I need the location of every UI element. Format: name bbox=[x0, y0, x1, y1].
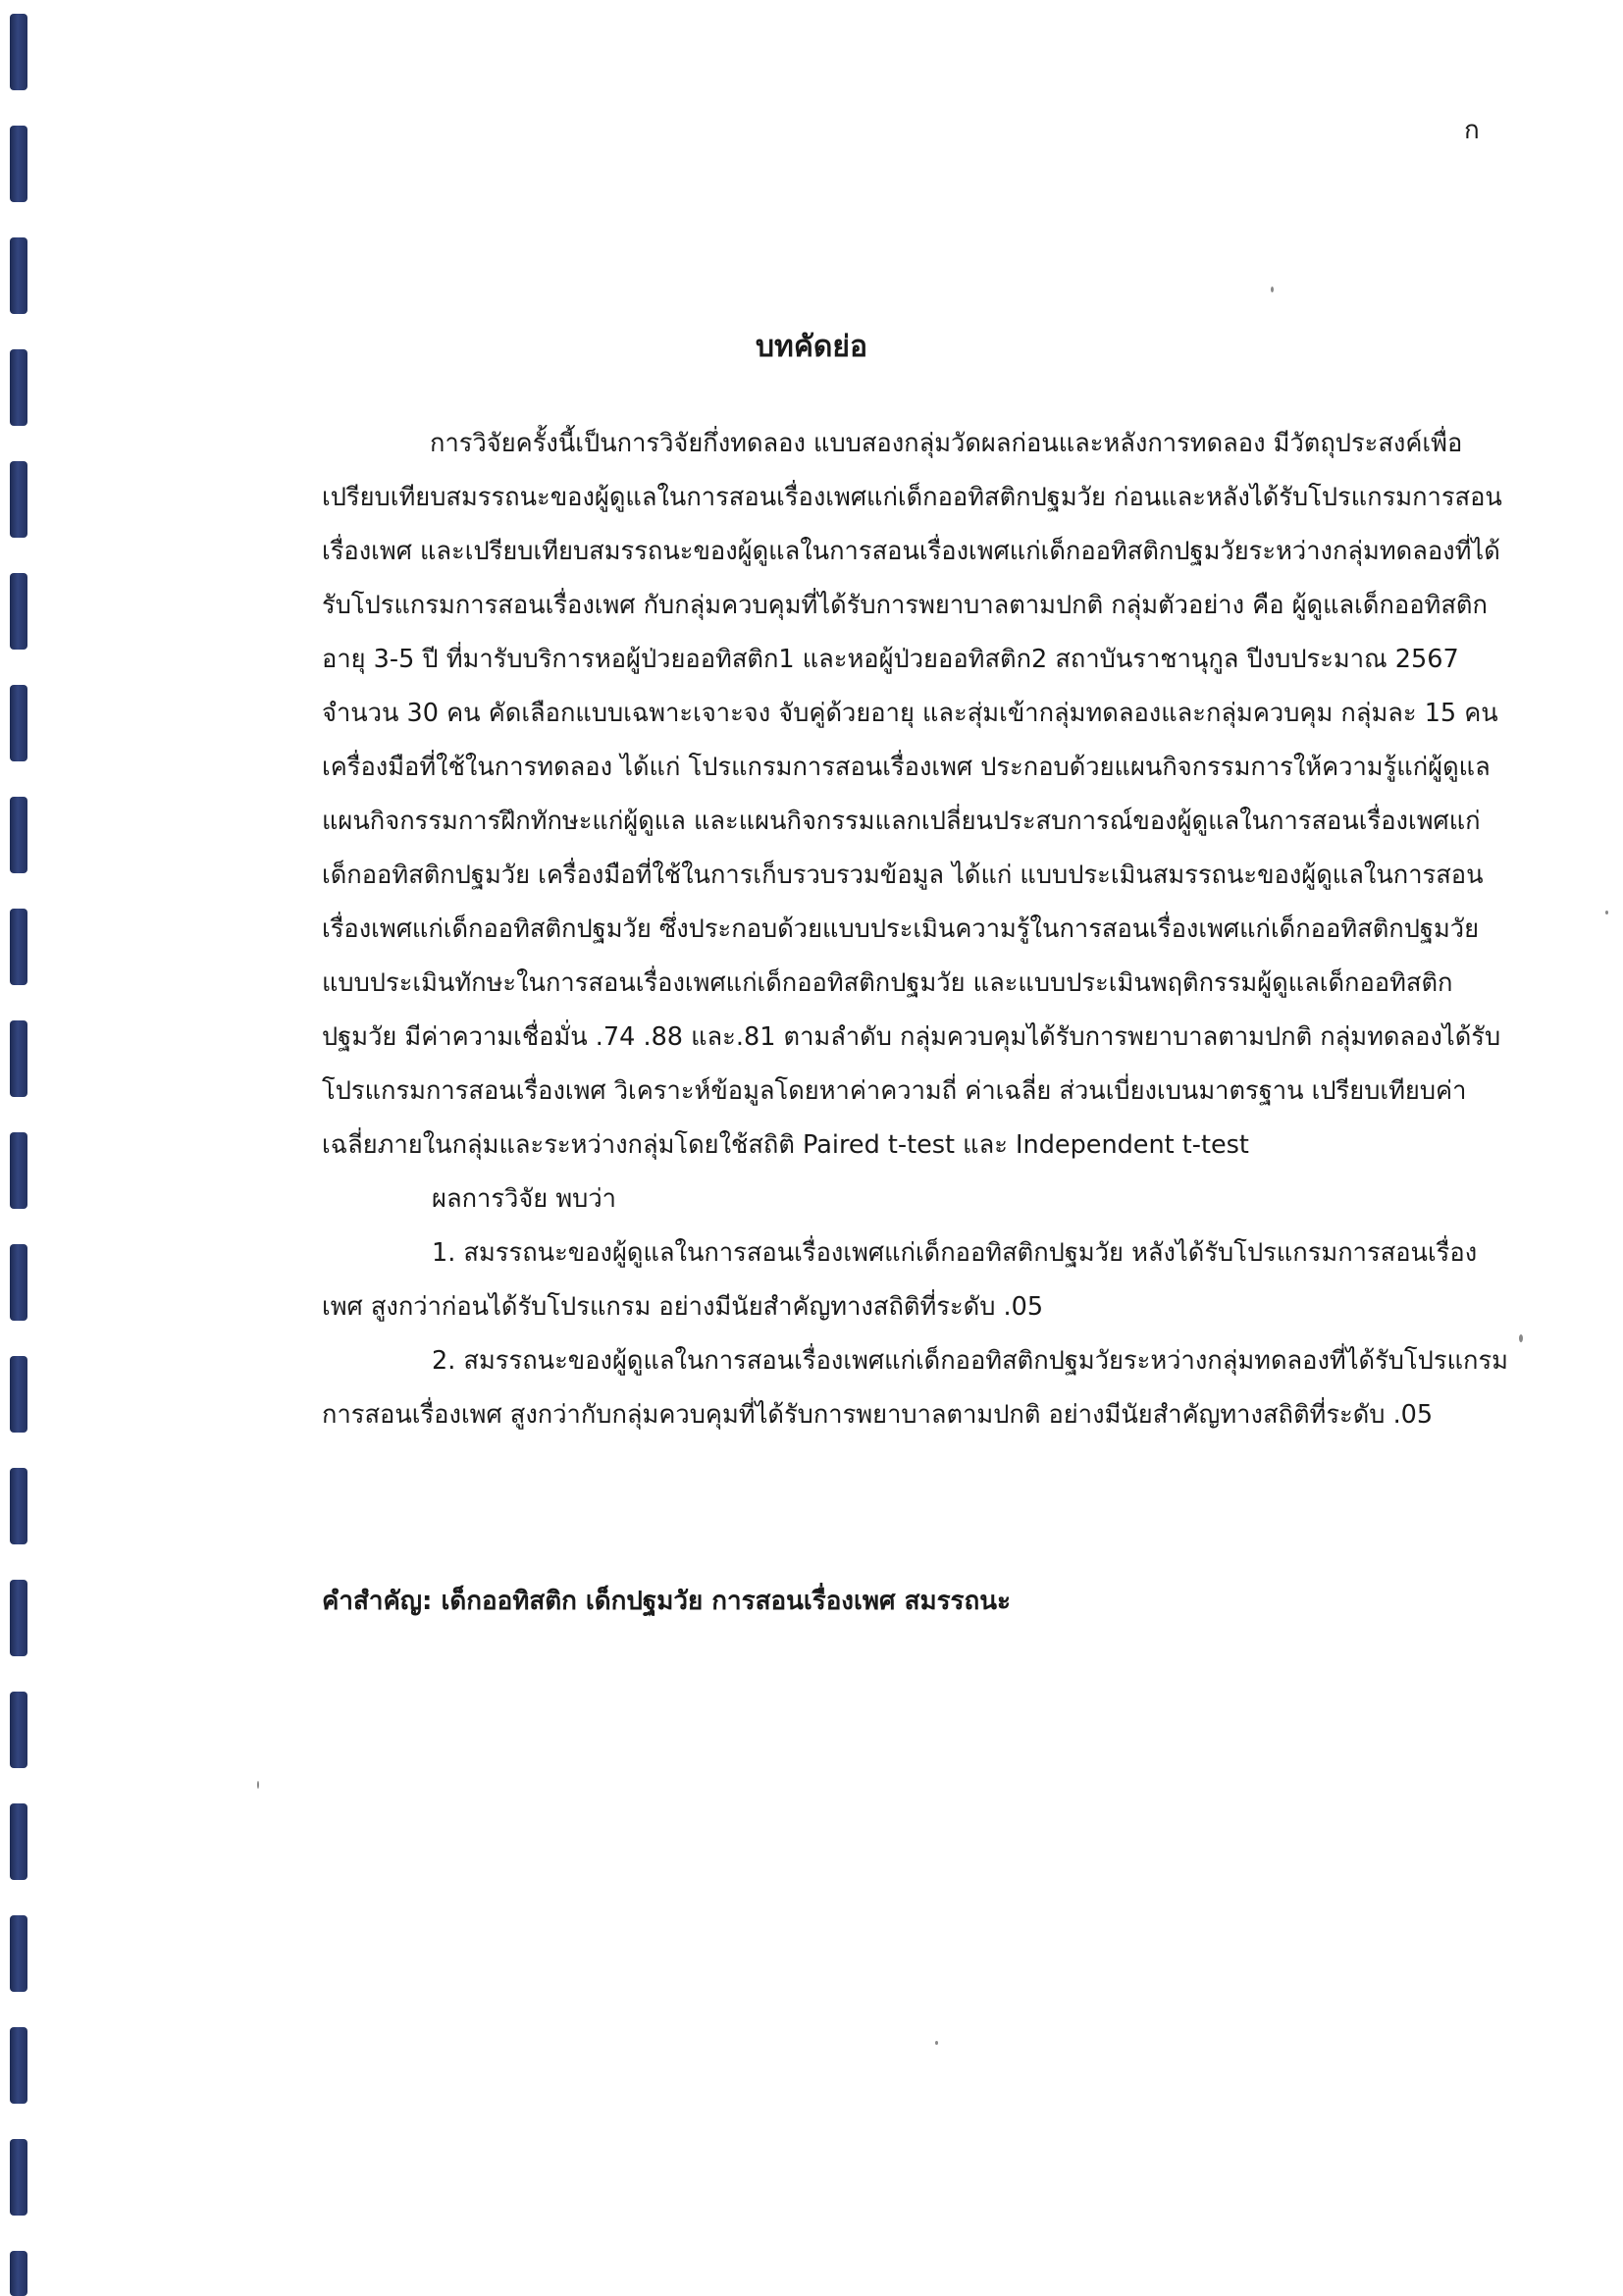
binding-ring bbox=[10, 461, 27, 538]
result-item-1: 1. สมรรถนะของผู้ดูแลในการสอนเรื่องเพศแก่เด็กออทิสติกปฐมวัย หลังได้รับโปรแกรมการสอนเรื่องเพศ สูงกว่าก่อนได้รับโปรแกรม อย่างมีนัยสำคัญทางสถิติที่ระดับ .05 bbox=[322, 1238, 1478, 1322]
binding-ring bbox=[10, 1132, 27, 1209]
result-item-2: 2. สมรรถนะของผู้ดูแลในการสอนเรื่องเพศแก่เด็กออทิสติกปฐมวัยระหว่างกลุ่มทดลองที่ได้รับโปรแกรมการสอนเรื่องเพศ สูงกว่ากับกลุ่มควบคุมที่ได้รับการพยาบาลตามปกติ อย่างมีนัยสำคัญทางสถิติที่ระดับ .05 bbox=[322, 1346, 1508, 1430]
binding-ring bbox=[10, 237, 27, 314]
results-heading: ผลการวิจัย พบว่า bbox=[432, 1184, 616, 1214]
scan-speck bbox=[1271, 287, 1274, 292]
scan-speck bbox=[1605, 911, 1608, 914]
binding-ring bbox=[10, 1692, 27, 1768]
binding-ring bbox=[10, 797, 27, 873]
binding-ring bbox=[10, 1915, 27, 1992]
binding-ring bbox=[10, 1803, 27, 1880]
scan-speck bbox=[257, 1781, 259, 1789]
abstract-body bbox=[322, 417, 1509, 1442]
keywords: คำสำคัญ: เด็กออทิสติก เด็กปฐมวัย การสอนเรื่องเพศ สมรรถนะ bbox=[322, 1587, 1011, 1616]
binding-ring bbox=[10, 14, 27, 90]
scan-speck bbox=[935, 2041, 938, 2045]
abstract-paragraph: การวิจัยครั้งนี้เป็นการวิจัยกึ่งทดลอง แบบสองกลุ่มวัดผลก่อนและหลังการทดลอง มีวัตถุประสงค์เพื่อเปรียบเทียบสมรรถนะของผู้ดูแลในการสอนเรื่องเพศแก่เด็กออทิสติกปฐมวัย ก่อนและหลังได้รับโปรแกรมการสอนเรื่องเพศ และเปรียบเทียบสมรรถนะของผู้ดูแลในการสอนเรื่องเพศแก่เด็กออทิสติกปฐมวัยระหว่างกลุ่มทดลองที่ได้รับโปรแกรมการสอนเรื่องเพศ กับกลุ่มควบคุมที่ได้รับการพยาบาลตามปกติ กลุ่มตัวอย่าง คือ ผู้ดูแลเด็กออทิสติก อายุ 3-5 ปี ที่มารับบริการหอผู้ป่วยออทิสติก1 และหอผู้ป่วยออทิสติก2 สถาบันราชานุกูล ปีงบประมาณ 2567 จำนวน 30 คน คัดเลือกแบบเฉพาะเจาะจง จับคู่ด้วยอายุ และสุ่มเข้ากลุ่มทดลองและกลุ่มควบคุม กลุ่มละ 15 คน เครื่องมือที่ใช้ในการทดลอง ได้แก่ โปรแกรมการสอนเรื่องเพศ ประกอบด้วยแผนกิจกรรมการให้ความรู้แก่ผู้ดูแล แผนกิจกรรมการฝึกทักษะแก่ผู้ดูแล และแผนกิจกรรมแลกเปลี่ยนประสบการณ์ของผู้ดูแลในการสอนเรื่องเพศแก่เด็กออทิสติกปฐมวัย เครื่องมือที่ใช้ในการเก็บรวบรวมข้อมูล ได้แก่ แบบประเมินสมรรถนะของผู้ดูแลในการสอนเรื่องเพศแก่เด็กออทิสติกปฐมวัย ซึ่งประกอบด้วยแบบประเมินความรู้ในการสอนเรื่องเพศแก่เด็กออทิสติกปฐมวัย แบบประเมินทักษะในการสอนเรื่องเพศแก่เด็กออทิสติกปฐมวัย และแบบประเมินพฤติกรรมผู้ดูแลเด็กออทิสติกปฐมวัย มีค่าความเชื่อมั่น .74 .88 และ.81 ตามลำดับ กลุ่มควบคุมได้รับการพยาบาลตามปกติ กลุ่มทดลองได้รับโปรแกรมการสอนเรื่องเพศ วิเคราะห์ข้อมูลโดยหาค่าความถี่ ค่าเฉลี่ย ส่วนเบี่ยงเบนมาตรฐาน เปรียบเทียบค่าเฉลี่ยภายในกลุ่มและระหว่างกลุ่มโดยใช้สถิติ Paired t-test และ Independent t-test bbox=[322, 429, 1502, 1160]
binding-ring bbox=[10, 573, 27, 650]
binding-ring bbox=[10, 909, 27, 985]
page-number: ก bbox=[1464, 116, 1480, 145]
binding-ring bbox=[10, 1580, 27, 1656]
abstract-title: บทคัดย่อ bbox=[756, 330, 867, 364]
binding-ring bbox=[10, 2251, 27, 2296]
binding-ring bbox=[10, 1244, 27, 1321]
binding-ring bbox=[10, 685, 27, 761]
binding-ring bbox=[10, 126, 27, 202]
binding-ring bbox=[10, 1020, 27, 1097]
scan-speck bbox=[1519, 1334, 1523, 1342]
binding-ring bbox=[10, 2139, 27, 2216]
binding-ring bbox=[10, 1356, 27, 1433]
binding-ring bbox=[10, 2027, 27, 2104]
binding-ring bbox=[10, 1468, 27, 1544]
